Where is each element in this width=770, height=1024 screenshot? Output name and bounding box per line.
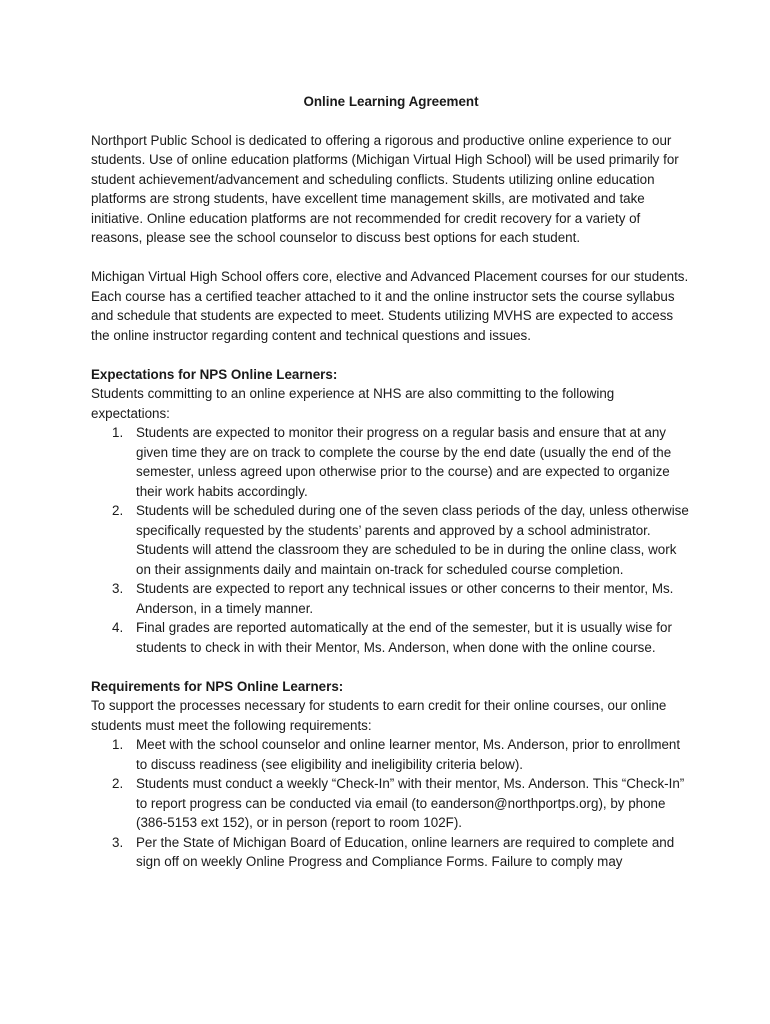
document-page bbox=[91, 92, 691, 872]
list-item-number: 2. bbox=[112, 503, 124, 518]
list-item-number: 3. bbox=[112, 581, 124, 596]
list-item-number: 2. bbox=[112, 776, 124, 791]
mvhs-paragraph: Michigan Virtual High School offers core, elective and Advanced Placement courses for our students. Each course has a certified teacher attached to it and the online instructor sets the course syllabus and schedule that students are expected to meet. Students utilizing MVHS are expected to access the online instructor regarding content and technical questions and issues. bbox=[91, 269, 689, 343]
requirements-section bbox=[91, 677, 691, 872]
document-title: Online Learning Agreement bbox=[303, 94, 479, 109]
list-item-number: 1. bbox=[112, 737, 124, 752]
intro-paragraph: Northport Public School is dedicated to offering a rigorous and productive online experience to our students. Use of online education platforms (Michigan Virtual High School) will be used primarily for student achievement/advancement and scheduling conflicts. Students utilizing online education platforms are strong students, have excellent time management skills, are motivated and take initiative. Online education platforms are not recommended for credit recovery for a variety of reasons, please see the school counselor to discuss best options for each student. bbox=[91, 132, 679, 245]
list-item bbox=[112, 501, 691, 579]
expectations-heading: Expectations for NPS Online Learners: bbox=[91, 366, 338, 382]
list-item-text: Students will be scheduled during one of the seven class periods of the day, unless otherwise specifically requested by the students’ parents and approved by a school administrator. Students will attend the classroom they are scheduled to be in during the online class, work on their assignments daily and maintain on-track for scheduled course completion. bbox=[136, 503, 689, 577]
list-item-text: Students must conduct a weekly “Check-In” with their mentor, Ms. Anderson. This “Check-In” to report progress can be conducted via email (to eanderson@northportps.org), by phone (386-5153 ext 152), or in person (report to room 102F). bbox=[136, 776, 685, 830]
list-item bbox=[112, 618, 691, 657]
list-item bbox=[112, 579, 691, 618]
list-item bbox=[112, 774, 691, 833]
list-item-number: 1. bbox=[112, 425, 124, 440]
list-item-text: Students are expected to monitor their progress on a regular basis and ensure that at any given time they are on track to complete the course by the end date (usually the end of the semester, unless agreed upon otherwise prior to the course) and are expected to organize their work habits accordingly. bbox=[136, 425, 672, 499]
list-item-text: Per the State of Michigan Board of Education, online learners are required to complete and sign off on weekly Online Progress and Compliance Forms. Failure to comply may bbox=[136, 834, 675, 869]
list-item-text: Final grades are reported automatically at the end of the semester, but it is usually wise for students to check in with their Mentor, Ms. Anderson, when done with the online course. bbox=[136, 620, 672, 655]
list-item-number: 3. bbox=[112, 834, 124, 850]
expectations-intro: Students committing to an online experience at NHS are also committing to the following expectations: bbox=[91, 386, 615, 421]
expectations-section bbox=[91, 365, 691, 658]
requirements-intro: To support the processes necessary for students to earn credit for their online courses, our online students must meet the following requirements: bbox=[91, 698, 667, 733]
list-item-text: Meet with the school counselor and online learner mentor, Ms. Anderson, prior to enrollment to discuss readiness (see eligibility and ineligibility criteria below). bbox=[136, 737, 681, 772]
requirements-list bbox=[91, 735, 691, 872]
list-item-number: 4. bbox=[112, 620, 124, 635]
list-item bbox=[112, 735, 691, 774]
requirements-heading: Requirements for NPS Online Learners: bbox=[91, 678, 344, 694]
expectations-list bbox=[91, 423, 691, 657]
list-item bbox=[112, 833, 691, 872]
list-item bbox=[112, 423, 691, 501]
list-item-text: Students are expected to report any technical issues or other concerns to their mentor, Ms. Anderson, in a timely manner. bbox=[136, 581, 674, 616]
